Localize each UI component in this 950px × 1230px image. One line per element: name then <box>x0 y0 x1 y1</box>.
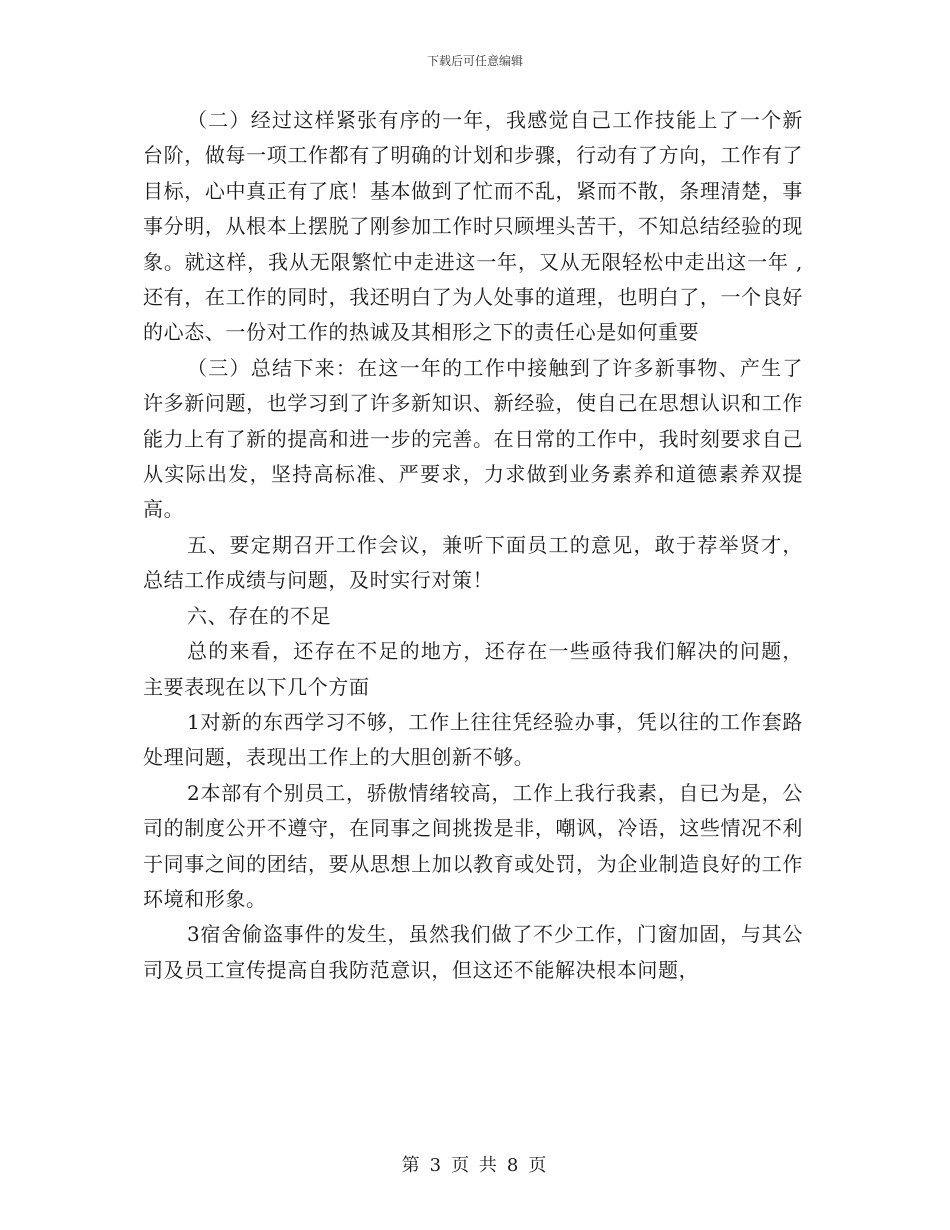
paragraph-summary-3: （三）总结下来：在这一年的工作中接触到了许多新事物、产生了许多新问题，也学习到了许多新知识、新经验，使自己在思想认识和工作能力上有了新的提高和进一步的完善。在日常的工作中，我时刻要求自己从实际出发，坚持高标准、严要求，力求做到业务素养和道德素养双提高。 <box>143 355 803 522</box>
paragraph-point-2: 2本部有个别员工，骄傲情绪较高，工作上我行我素，自已为是，公司的制度公开不遵守，在同事之间挑拨是非，嘲讽，冷语，这些情况不利于同事之间的团结，要从思想上加以教育或处罚，为企业制造良好的工作环境和形象。 <box>143 780 803 911</box>
footer-total-pages: 8 <box>506 1155 521 1176</box>
document-body <box>143 103 803 988</box>
paragraph-item-5: 五、要定期召开工作会议，兼听下面员工的意见，敢于荐举贤才，总结工作成绩与问题，及时实行对策！ <box>143 532 803 593</box>
footer-middle: 页 共 <box>451 1155 499 1176</box>
page-header: 下载后可任意编辑 <box>426 54 523 68</box>
page-footer <box>0 1154 950 1178</box>
footer-prefix: 第 <box>401 1155 422 1176</box>
paragraph-point-3: 3宿舍偷盗事件的发生，虽然我们做了不少工作，门窗加固，与其公司及员工宣传提高自我防范意识，但这还不能解决根本问题， <box>143 922 803 982</box>
paragraph-summary-2: （二）经过这样紧张有序的一年，我感觉自己工作技能上了一个新台阶，做每一项工作都有了明确的计划和步骤，行动有了方向，工作有了目标，心中真正有了底！基本做到了忙而不乱，紧而不散，条理清楚，事事分明，从根本上摆脱了刚参加工作时只顾埋头苦干，不知总结经验的现象。就这样，我从无限繁忙中走进这一年，又从无限轻松中走出这一年 ,还有，在工作的同时，我还明白了为人处事的道理，也明白了，一个良好的心态、一份对工作的热诚及其相形之下的责任心是如何重要 <box>143 108 803 345</box>
section-heading-shortcomings: 六、存在的不足 <box>187 603 332 628</box>
footer-current-page: 3 <box>429 1155 444 1176</box>
paragraph-overview: 总的来看，还存在不足的地方，还存在一些亟待我们解决的问题，主要表现在以下几个方面 <box>143 639 803 699</box>
paragraph-point-1: 1对新的东西学习不够，工作上往往凭经验办事，凭以往的工作套路处理问题，表现出工作上的大胆创新不够。 <box>143 709 803 770</box>
footer-suffix: 页 <box>528 1155 549 1176</box>
